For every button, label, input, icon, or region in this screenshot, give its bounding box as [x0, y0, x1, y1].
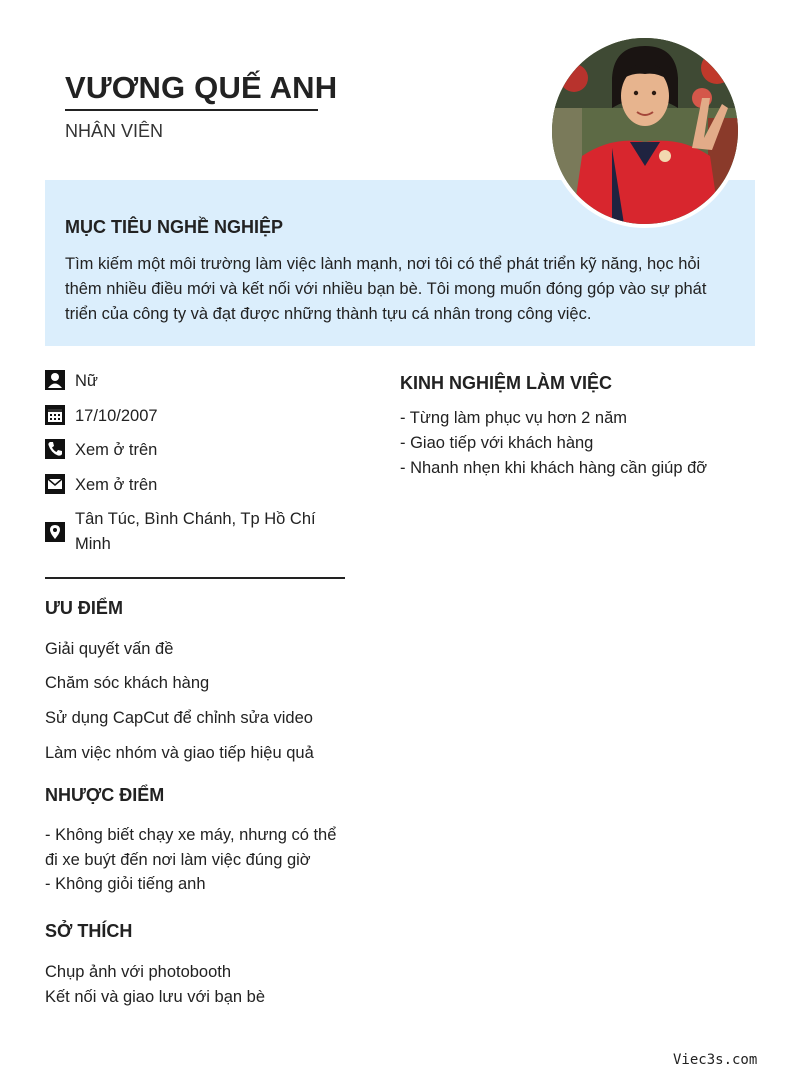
contact-address — [45, 507, 335, 557]
objective-text: Tìm kiếm một môi trường làm việc lành mạnh, nơi tôi có thể phát triển kỹ năng, học hỏi thêm nhiều điều mới và kết nối với nhiều bạn bè. Tôi mong muốn đóng góp vào sự phát triển của công ty và đạt được những thành tựu cá nhân trong công việc. — [65, 255, 707, 323]
calendar-icon — [45, 405, 65, 425]
strength-item: Làm việc nhóm và giao tiếp hiệu quả — [45, 744, 314, 762]
contact-phone-text: Xem ở trên — [75, 441, 158, 459]
person-icon — [45, 370, 65, 390]
candidate-name: VƯƠNG QUẾ ANH — [65, 70, 338, 105]
footer-brand: Viec3s.com — [673, 1052, 758, 1068]
strength-item: Giải quyết vấn đề — [45, 640, 174, 658]
hobbies-title: SỞ THÍCH — [45, 921, 133, 941]
contact-gender-text: Nữ — [75, 372, 98, 390]
weakness-item: - Không biết chạy xe máy, nhưng có thể — [45, 826, 337, 844]
experience-item: - Giao tiếp với khách hàng — [400, 434, 594, 452]
contact-birthday-text: 17/10/2007 — [75, 407, 158, 425]
phone-icon — [45, 439, 65, 459]
experience-item: - Nhanh nhẹn khi khách hàng cần giúp đỡ — [400, 459, 708, 477]
objective-title: MỤC TIÊU NGHỀ NGHIỆP — [65, 217, 284, 237]
strength-item: Chăm sóc khách hàng — [45, 674, 210, 692]
hobby-item: Chụp ảnh với photobooth — [45, 963, 232, 981]
contact-address-text: Tân Túc, Bình Chánh, Tp Hồ Chí Minh — [75, 510, 316, 553]
mail-icon — [45, 474, 65, 494]
contact-email — [45, 473, 335, 498]
strength-item: Sử dụng CapCut để chỉnh sửa video — [45, 709, 313, 727]
weakness-item: đi xe buýt đến nơi làm việc đúng giờ — [45, 851, 311, 869]
location-icon — [45, 522, 65, 542]
contact-email-text: Xem ở trên — [75, 476, 158, 494]
name-underline — [65, 109, 318, 111]
contact-birthday — [45, 404, 335, 429]
strengths-title: ƯU ĐIỂM — [45, 598, 123, 618]
experience-title: KINH NGHIỆM LÀM VIỆC — [400, 373, 613, 393]
candidate-role: NHÂN VIÊN — [65, 121, 164, 141]
weaknesses-title: NHƯỢC ĐIỂM — [45, 785, 165, 805]
contact-gender — [45, 369, 335, 394]
hobby-item: Kết nối và giao lưu với bạn bè — [45, 988, 266, 1006]
contact-phone — [45, 438, 335, 463]
weakness-item: - Không giỏi tiếng anh — [45, 875, 206, 893]
profile-photo — [548, 34, 742, 228]
left-divider — [45, 577, 345, 579]
experience-item: - Từng làm phục vụ hơn 2 năm — [400, 409, 628, 427]
